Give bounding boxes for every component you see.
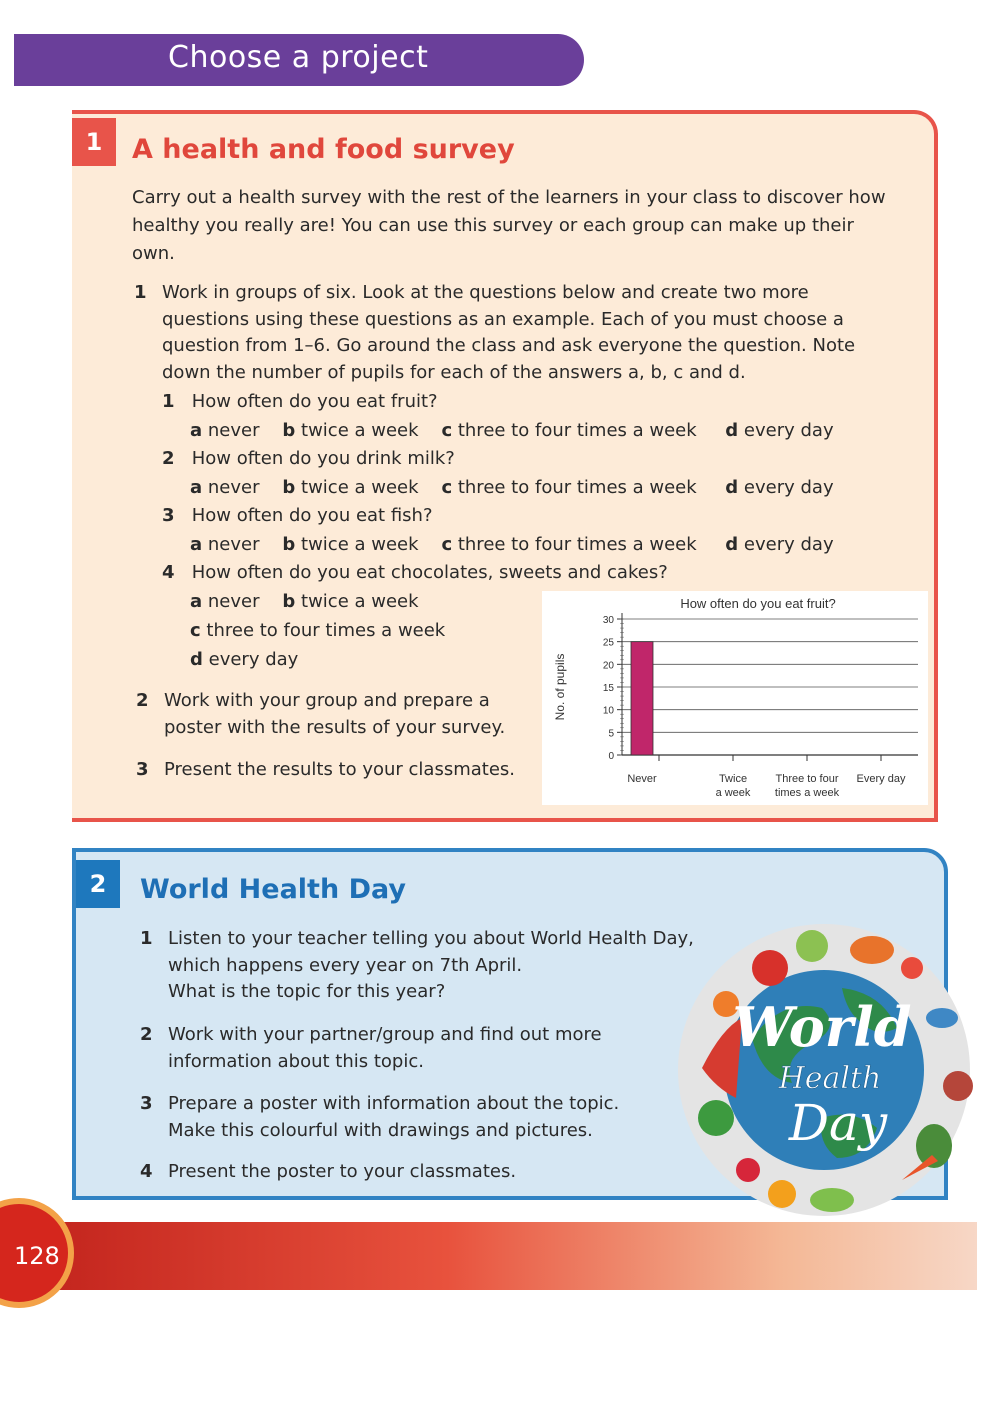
fruit-survey-chart bbox=[542, 591, 928, 805]
question-3 bbox=[162, 502, 433, 530]
step-line: Present the poster to your classmates. bbox=[168, 1161, 517, 1182]
option-text: never bbox=[207, 477, 260, 498]
option-text: three to four times a week bbox=[457, 477, 697, 498]
option-letter: c bbox=[441, 477, 453, 498]
orange-icon bbox=[768, 1180, 796, 1208]
cauliflower-icon bbox=[796, 930, 828, 962]
step-line: Work with your partner/group and find out more bbox=[168, 1024, 602, 1045]
x-tick-label: Never bbox=[627, 773, 657, 785]
question-text: How often do you eat fish? bbox=[191, 505, 433, 526]
y-tick-label: 30 bbox=[602, 615, 614, 626]
step-line: information about this topic. bbox=[168, 1050, 424, 1072]
option-letter: b bbox=[282, 591, 296, 612]
question-text: How often do you eat chocolates, sweets and cakes? bbox=[191, 562, 668, 583]
fish-icon bbox=[926, 1008, 958, 1028]
option-text: never bbox=[207, 591, 260, 612]
question-2-options bbox=[190, 474, 834, 502]
option-letter: a bbox=[190, 420, 203, 441]
step-line: What is the topic for this year? bbox=[168, 981, 446, 1002]
option-letter: a bbox=[190, 534, 203, 555]
y-tick-label: 5 bbox=[608, 728, 614, 740]
x-tick-label: a week bbox=[715, 787, 751, 799]
question-number: 2 bbox=[162, 448, 175, 469]
broccoli-icon bbox=[698, 1100, 734, 1136]
step-number: 1 bbox=[134, 282, 147, 303]
question-text: How often do you drink milk? bbox=[191, 448, 455, 469]
question-4 bbox=[162, 559, 668, 587]
option-letter: d bbox=[190, 649, 203, 670]
y-tick-label: 10 bbox=[602, 705, 614, 717]
tomato-icon bbox=[901, 957, 923, 979]
project-1-step-3 bbox=[136, 757, 556, 784]
bar bbox=[631, 642, 653, 755]
emblem-illustration bbox=[672, 918, 982, 1230]
tomato-icon bbox=[752, 950, 788, 986]
question-4-option-d bbox=[190, 646, 298, 674]
step-number: 4 bbox=[140, 1161, 153, 1182]
question-number: 1 bbox=[162, 391, 175, 412]
option-text: never bbox=[207, 420, 260, 441]
project-1-title: A health and food survey bbox=[132, 134, 515, 165]
project-2-step-2 bbox=[140, 1022, 700, 1075]
project-1-step-2 bbox=[136, 688, 526, 741]
emblem-text-day: Day bbox=[788, 1094, 888, 1152]
question-text: How often do you eat fruit? bbox=[191, 391, 438, 412]
onion-icon bbox=[943, 1071, 973, 1101]
chart-title: How often do you eat fruit? bbox=[680, 596, 836, 611]
cucumber-icon bbox=[810, 1188, 854, 1212]
y-tick-label: 25 bbox=[602, 637, 614, 649]
project-1-number: 1 bbox=[72, 118, 116, 166]
option-text: every day bbox=[743, 477, 834, 498]
option-letter: b bbox=[282, 420, 296, 441]
option-letter: d bbox=[725, 420, 739, 441]
world-health-day-emblem bbox=[672, 918, 982, 1230]
option-letter: d bbox=[725, 477, 739, 498]
x-tick-label: Three to four bbox=[775, 773, 839, 785]
step-number: 3 bbox=[140, 1093, 153, 1114]
papaya-icon bbox=[850, 936, 894, 964]
option-letter: b bbox=[282, 534, 296, 555]
project-2-step-3 bbox=[140, 1091, 700, 1144]
question-1 bbox=[162, 388, 438, 416]
step-number: 3 bbox=[136, 759, 149, 780]
question-number: 4 bbox=[162, 562, 175, 583]
question-number: 3 bbox=[162, 505, 175, 526]
option-text: every day bbox=[743, 534, 834, 555]
option-text: twice a week bbox=[301, 591, 419, 612]
y-tick-label: 20 bbox=[602, 660, 614, 672]
question-1-options bbox=[190, 417, 834, 445]
option-text: twice a week bbox=[301, 420, 419, 441]
option-letter: c bbox=[441, 534, 453, 555]
step-number: 2 bbox=[140, 1024, 153, 1045]
x-tick-label: Every day bbox=[856, 773, 906, 785]
y-axis-label: No. of pupils bbox=[553, 653, 567, 721]
page-title: Choose a project bbox=[168, 40, 429, 75]
step-number: 1 bbox=[140, 928, 153, 949]
y-tick-label: 15 bbox=[602, 683, 614, 694]
option-letter: a bbox=[190, 591, 203, 612]
option-text: every day bbox=[743, 420, 834, 441]
fruit-chart-svg bbox=[542, 591, 928, 805]
option-text: twice a week bbox=[301, 477, 419, 498]
option-letter: d bbox=[725, 534, 739, 555]
question-2 bbox=[162, 445, 455, 473]
step-text: Work in groups of six. Look at the questions below and create two more questions using these questions as an example. Each of you must choose a question from 1–6. Go around the class and ask everyone the question. Note down the number of pupils for each of the answers a, b, c and d. bbox=[162, 282, 856, 383]
question-4-options-ab bbox=[190, 588, 419, 616]
option-letter: a bbox=[190, 477, 203, 498]
step-text: Work with your group and prepare a poster with the results of your survey. bbox=[164, 690, 506, 738]
step-line: which happens every year on 7th April. bbox=[168, 954, 523, 976]
project-2-step-1 bbox=[140, 926, 740, 1006]
option-letter: c bbox=[441, 420, 453, 441]
emblem-text-health: Health bbox=[778, 1061, 882, 1096]
option-letter: c bbox=[190, 620, 201, 641]
option-text: never bbox=[207, 534, 260, 555]
footer-bar bbox=[14, 1222, 977, 1290]
page-number: 128 bbox=[14, 1242, 60, 1270]
project-2-number: 2 bbox=[76, 860, 120, 908]
project-2-step-4 bbox=[140, 1159, 700, 1186]
x-tick-label: times a week bbox=[774, 787, 840, 799]
strawberry-icon bbox=[736, 1158, 760, 1182]
x-tick-label: Twice bbox=[718, 773, 748, 785]
y-tick-label: 0 bbox=[608, 751, 614, 762]
project-1-step-1 bbox=[134, 280, 894, 386]
step-line: Prepare a poster with information about the topic. bbox=[168, 1093, 620, 1114]
option-text: every day bbox=[208, 649, 299, 670]
emblem-text-world: World bbox=[732, 995, 912, 1059]
option-letter: b bbox=[282, 477, 296, 498]
option-text: twice a week bbox=[301, 534, 419, 555]
step-line: Listen to your teacher telling you about World Health Day, bbox=[168, 928, 694, 949]
option-text: three to four times a week bbox=[457, 420, 697, 441]
step-text: Present the results to your classmates. bbox=[164, 759, 516, 780]
step-number: 2 bbox=[136, 690, 149, 711]
option-text: three to four times a week bbox=[206, 620, 446, 641]
step-line: Make this colourful with drawings and pictures. bbox=[168, 1119, 593, 1141]
project-2-title: World Health Day bbox=[140, 874, 406, 905]
option-text: three to four times a week bbox=[457, 534, 697, 555]
question-4-option-c bbox=[190, 617, 445, 645]
question-3-options bbox=[190, 531, 834, 559]
project-1-intro: Carry out a health survey with the rest of the learners in your class to discover how healthy you really are! You can use this survey or each group can make up their own. bbox=[132, 187, 886, 264]
